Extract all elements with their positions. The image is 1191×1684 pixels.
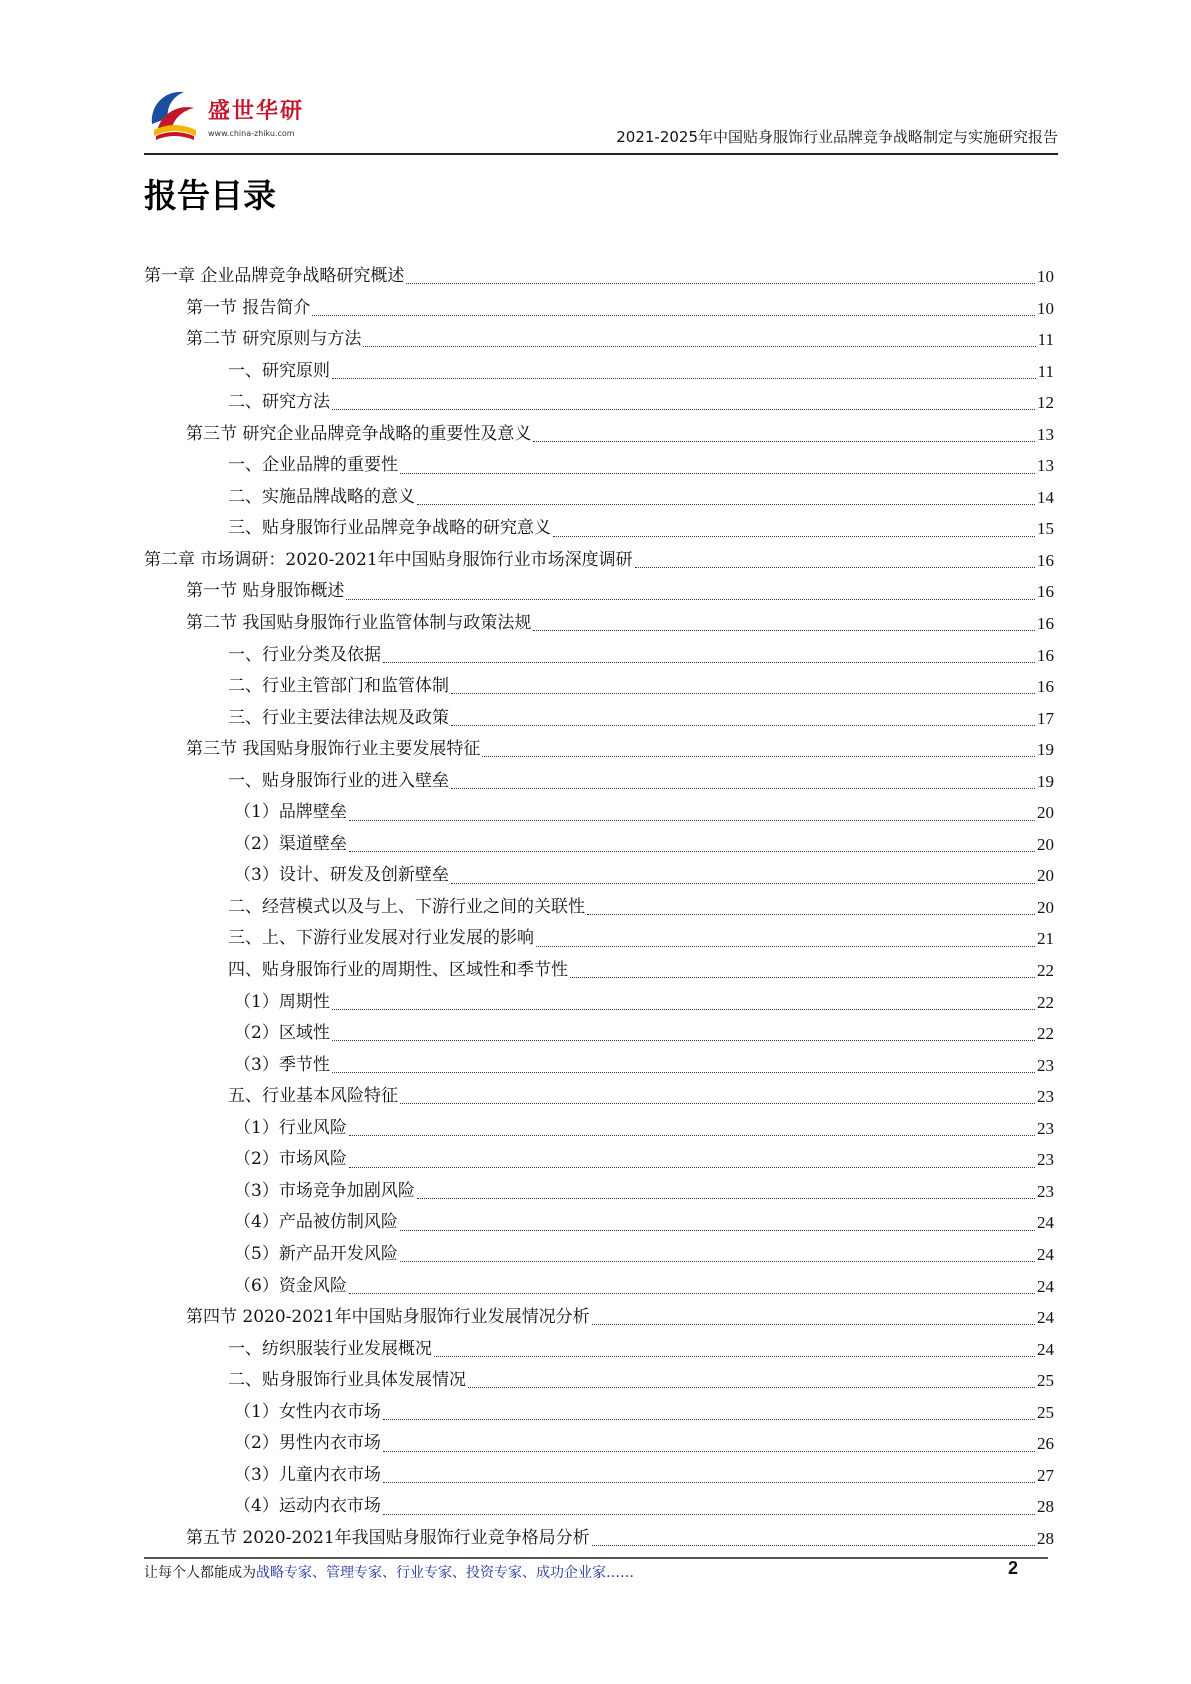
toc-leader-dots xyxy=(592,1324,1035,1325)
toc-entry[interactable] xyxy=(144,545,1054,577)
toc-leader-dots xyxy=(482,756,1035,757)
toc-entry-page: 23 xyxy=(1037,1150,1054,1170)
toc-entry-page: 27 xyxy=(1037,1465,1054,1485)
toc-entry-page: 26 xyxy=(1037,1434,1054,1454)
toc-entry-label: 第一章 企业品牌竞争战略研究概述 xyxy=(144,266,405,286)
toc-entry[interactable] xyxy=(144,892,1054,924)
toc-entry-label: 二、经营模式以及与上、下游行业之间的关联性 xyxy=(228,896,585,917)
toc-entry-page: 28 xyxy=(1037,1497,1054,1517)
toc-entry-label: 三、贴身服饰行业品牌竞争战略的研究意义 xyxy=(228,518,551,539)
company-logo xyxy=(144,84,314,150)
toc-entry-page: 20 xyxy=(1037,803,1054,823)
toc-leader-dots xyxy=(332,1040,1035,1041)
toc-entry-label: （3）季节性 xyxy=(234,1054,330,1075)
toc-entry-page: 14 xyxy=(1037,487,1054,507)
toc-entry-label: （4）产品被仿制风险 xyxy=(234,1212,398,1233)
toc-leader-dots xyxy=(451,725,1035,726)
toc-entry[interactable] xyxy=(144,1523,1054,1555)
toc-entry[interactable] xyxy=(144,482,1054,514)
toc-entry[interactable] xyxy=(144,923,1054,955)
toc-entry[interactable] xyxy=(144,1365,1054,1397)
toc-leader-dots xyxy=(383,1451,1035,1452)
toc-entry-label: 第二节 研究原则与方法 xyxy=(186,329,362,350)
toc-entry[interactable] xyxy=(144,703,1054,735)
toc-entry-page: 24 xyxy=(1037,1339,1054,1359)
toc-entry[interactable] xyxy=(144,1460,1054,1492)
toc-entry[interactable] xyxy=(144,1113,1054,1145)
toc-entry-page: 10 xyxy=(1037,298,1054,318)
toc-leader-dots xyxy=(468,1387,1035,1388)
toc-entry[interactable] xyxy=(144,513,1054,545)
toc-entry-label: 二、行业主管部门和监管体制 xyxy=(228,676,449,697)
toc-leader-dots xyxy=(383,1419,1035,1420)
toc-entry-page: 16 xyxy=(1037,582,1054,602)
toc-leader-dots xyxy=(332,378,1036,379)
toc-entry[interactable] xyxy=(144,1428,1054,1460)
toc-entry-page: 13 xyxy=(1037,424,1054,444)
toc-entry-label: （1）行业风险 xyxy=(234,1117,347,1138)
toc-entry-page: 19 xyxy=(1037,771,1054,791)
toc-leader-dots xyxy=(349,1167,1035,1168)
toc-entry[interactable] xyxy=(144,608,1054,640)
page-title: 报告目录 xyxy=(144,176,276,215)
toc-entry[interactable] xyxy=(144,955,1054,987)
toc-entry-label: 第三节 研究企业品牌竞争战略的重要性及意义 xyxy=(186,423,532,444)
toc-entry-label: （1）周期性 xyxy=(234,991,330,1012)
toc-entry-page: 16 xyxy=(1037,645,1054,665)
toc-leader-dots xyxy=(346,599,1035,600)
toc-entry-page: 13 xyxy=(1037,456,1054,476)
toc-leader-dots xyxy=(533,441,1035,442)
toc-entry-label: 五、行业基本风险特征 xyxy=(228,1086,398,1107)
toc-entry-label: （3）设计、研发及创新壁垒 xyxy=(234,865,449,886)
toc-entry-label: 二、实施品牌战略的意义 xyxy=(228,486,415,507)
toc-entry[interactable] xyxy=(144,450,1054,482)
toc-leader-dots xyxy=(451,883,1035,884)
toc-entry-page: 17 xyxy=(1037,708,1054,728)
table-of-contents xyxy=(144,261,1054,1554)
toc-leader-dots xyxy=(349,1293,1035,1294)
toc-leader-dots xyxy=(383,662,1035,663)
toc-leader-dots xyxy=(312,315,1035,316)
toc-entry-label: （1）品牌壁垒 xyxy=(234,802,347,823)
toc-entry[interactable] xyxy=(144,860,1054,892)
toc-leader-dots xyxy=(400,1230,1035,1231)
toc-entry-label: 第三节 我国贴身服饰行业主要发展特征 xyxy=(186,739,481,760)
toc-entry-page: 16 xyxy=(1037,550,1054,570)
toc-entry-page: 23 xyxy=(1037,1118,1054,1138)
toc-entry[interactable] xyxy=(144,829,1054,861)
toc-entry[interactable] xyxy=(144,766,1054,798)
toc-leader-dots xyxy=(383,1514,1035,1515)
toc-entry-page: 24 xyxy=(1037,1308,1054,1328)
toc-leader-dots xyxy=(553,536,1035,537)
toc-entry-page: 11 xyxy=(1037,330,1054,350)
toc-leader-dots xyxy=(400,473,1035,474)
toc-leader-dots xyxy=(417,504,1035,505)
toc-entry-label: （2）区域性 xyxy=(234,1023,330,1044)
toc-entry[interactable] xyxy=(144,1176,1054,1208)
toc-entry[interactable] xyxy=(144,987,1054,1019)
toc-entry[interactable] xyxy=(144,356,1054,388)
toc-entry-page: 23 xyxy=(1037,1087,1054,1107)
page-number: 2 xyxy=(1008,1558,1019,1578)
report-title: 2021-2025年中国贴身服饰行业品牌竞争战略制定与实施研究报告 xyxy=(616,128,1058,146)
toc-entry-page: 23 xyxy=(1037,1181,1054,1201)
toc-leader-dots xyxy=(536,946,1035,947)
page-header xyxy=(144,78,1058,156)
toc-entry[interactable] xyxy=(144,387,1054,419)
toc-entry-page: 20 xyxy=(1037,866,1054,886)
toc-entry-page: 22 xyxy=(1037,992,1054,1012)
toc-entry-page: 16 xyxy=(1037,614,1054,634)
toc-leader-dots xyxy=(349,820,1035,821)
toc-entry[interactable] xyxy=(144,1302,1054,1334)
toc-entry-label: （3）儿童内衣市场 xyxy=(234,1464,381,1485)
toc-leader-dots xyxy=(451,788,1035,789)
toc-leader-dots xyxy=(332,1072,1035,1073)
toc-entry-label: 三、行业主要法律法规及政策 xyxy=(228,707,449,728)
toc-entry-page: 22 xyxy=(1037,961,1054,981)
toc-leader-dots xyxy=(400,1261,1035,1262)
toc-leader-dots xyxy=(587,914,1035,915)
toc-entry-label: （2）男性内衣市场 xyxy=(234,1433,381,1454)
logo-wordmark: 盛世华研 xyxy=(208,99,305,124)
toc-entry-page: 20 xyxy=(1037,834,1054,854)
toc-entry[interactable] xyxy=(144,797,1054,829)
toc-entry-page: 28 xyxy=(1037,1528,1054,1548)
toc-entry-page: 16 xyxy=(1037,677,1054,697)
toc-entry-label: （3）市场竞争加剧风险 xyxy=(234,1180,415,1201)
toc-entry[interactable] xyxy=(144,1397,1054,1429)
toc-entry[interactable] xyxy=(144,671,1054,703)
toc-entry[interactable] xyxy=(144,1050,1054,1082)
toc-entry[interactable] xyxy=(144,1018,1054,1050)
toc-entry-page: 24 xyxy=(1037,1213,1054,1233)
toc-entry-label: （2）市场风险 xyxy=(234,1149,347,1170)
toc-entry-label: 一、研究原则 xyxy=(228,360,330,381)
footer-divider xyxy=(144,1557,1048,1559)
header-divider xyxy=(144,153,1058,155)
toc-entry-label: 第四节 2020-2021年中国贴身服饰行业发展情况分析 xyxy=(186,1307,590,1328)
toc-entry[interactable] xyxy=(144,324,1054,356)
toc-entry-label: （1）女性内衣市场 xyxy=(234,1401,381,1422)
toc-leader-dots xyxy=(592,1545,1035,1546)
logo-emblem-icon xyxy=(144,84,206,146)
toc-leader-dots xyxy=(349,851,1035,852)
toc-entry-page: 12 xyxy=(1037,393,1054,413)
footer-slogan xyxy=(144,1562,634,1582)
toc-entry-page: 10 xyxy=(1037,267,1054,286)
toc-entry-label: （6）资金风险 xyxy=(234,1275,347,1296)
toc-entry[interactable] xyxy=(144,1144,1054,1176)
toc-entry-page: 25 xyxy=(1037,1402,1054,1422)
toc-entry-page: 19 xyxy=(1037,740,1054,760)
toc-entry-page: 24 xyxy=(1037,1276,1054,1296)
toc-leader-dots xyxy=(434,1356,1035,1357)
toc-entry-label: 一、贴身服饰行业的进入壁垒 xyxy=(228,770,449,791)
toc-entry-label: 第一节 报告简介 xyxy=(186,297,311,318)
toc-leader-dots xyxy=(400,1103,1035,1104)
toc-entry-label: 一、纺织服装行业发展概况 xyxy=(228,1338,432,1359)
toc-leader-dots xyxy=(417,1198,1035,1199)
toc-entry[interactable] xyxy=(144,293,1054,325)
toc-leader-dots xyxy=(406,283,1035,284)
toc-entry-label: 一、企业品牌的重要性 xyxy=(228,455,398,476)
toc-leader-dots xyxy=(451,693,1035,694)
toc-leader-dots xyxy=(349,1135,1035,1136)
toc-entry-page: 22 xyxy=(1037,1024,1054,1044)
toc-entry-page: 15 xyxy=(1037,519,1054,539)
toc-entry[interactable] xyxy=(144,1491,1054,1523)
toc-entry[interactable] xyxy=(144,261,1054,293)
toc-entry-page: 23 xyxy=(1037,1055,1054,1075)
toc-entry-page: 20 xyxy=(1037,897,1054,917)
toc-entry[interactable] xyxy=(144,734,1054,766)
toc-entry[interactable] xyxy=(144,1207,1054,1239)
toc-entry-page: 25 xyxy=(1037,1371,1054,1391)
toc-entry-label: （2）渠道壁垒 xyxy=(234,833,347,854)
toc-entry-label: 三、上、下游行业发展对行业发展的影响 xyxy=(228,928,534,949)
toc-entry-page: 24 xyxy=(1037,1244,1054,1264)
toc-entry[interactable] xyxy=(144,419,1054,451)
toc-entry-label: 第一节 贴身服饰概述 xyxy=(186,581,345,602)
toc-leader-dots xyxy=(533,630,1035,631)
toc-entry-label: 第五节 2020-2021年我国贴身服饰行业竞争格局分析 xyxy=(186,1527,590,1548)
toc-entry-label: 第二章 市场调研：2020-2021年中国贴身服饰行业市场深度调研 xyxy=(144,549,633,570)
toc-entry-label: （5）新产品开发风险 xyxy=(234,1243,398,1264)
toc-entry-label: 第二节 我国贴身服饰行业监管体制与政策法规 xyxy=(186,613,532,634)
logo-url: www.china-zhiku.com xyxy=(208,129,295,138)
toc-entry-label: 四、贴身服饰行业的周期性、区域性和季节性 xyxy=(228,960,568,981)
toc-entry-label: （4）运动内衣市场 xyxy=(234,1496,381,1517)
toc-entry[interactable] xyxy=(144,640,1054,672)
toc-leader-dots xyxy=(635,567,1035,568)
toc-entry-page: 11 xyxy=(1037,361,1054,381)
toc-entry[interactable] xyxy=(144,1081,1054,1113)
toc-leader-dots xyxy=(570,977,1035,978)
toc-entry[interactable] xyxy=(144,1271,1054,1303)
footer-slogan-accent: 战略专家、管理专家、行业专家、投资专家、成功企业家…… xyxy=(256,1565,634,1581)
footer-slogan-prefix: 让每个人都能成为 xyxy=(144,1565,256,1581)
toc-entry-page: 21 xyxy=(1037,929,1054,949)
toc-leader-dots xyxy=(363,346,1035,347)
toc-entry-label: 二、贴身服饰行业具体发展情况 xyxy=(228,1370,466,1391)
toc-entry[interactable] xyxy=(144,1239,1054,1271)
toc-leader-dots xyxy=(383,1482,1035,1483)
toc-entry-label: 一、行业分类及依据 xyxy=(228,644,381,665)
toc-entry-label: 二、研究方法 xyxy=(228,392,330,413)
toc-leader-dots xyxy=(332,409,1035,410)
toc-entry[interactable] xyxy=(144,576,1054,608)
toc-entry[interactable] xyxy=(144,1334,1054,1366)
toc-leader-dots xyxy=(332,1009,1035,1010)
